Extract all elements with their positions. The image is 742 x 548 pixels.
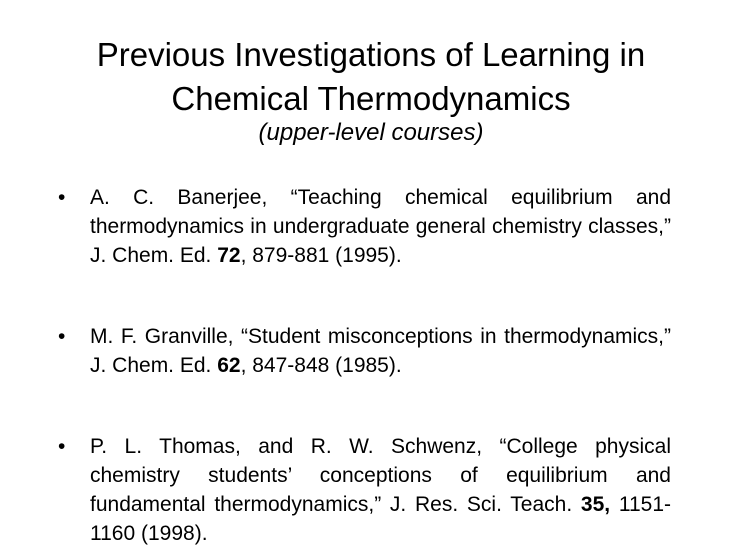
bullet-icon: •: [58, 325, 66, 348]
reference-item: [58, 432, 671, 548]
reference-volume: 72: [217, 244, 241, 267]
reference-volume: 35,: [580, 493, 611, 516]
reference-item: [58, 183, 671, 270]
bullet-icon: •: [58, 435, 66, 458]
reference-item: [58, 322, 671, 380]
reference-list: [58, 183, 671, 548]
reference-text: M. F. Granville, “Student misconceptions in thermodynamics,” J. Chem. Ed.: [90, 325, 671, 377]
reference-text: P. L. Thomas, and R. W. Schwenz, “College physical chemistry students’ conceptions of equilibrium and fundamental thermodynamics,” J. Res. Sci. Teach.: [90, 435, 671, 516]
reference-pages: , 847-848 (1985).: [240, 354, 402, 377]
reference-volume: 62: [217, 354, 241, 377]
slide-title: Previous Investigations of Learning in Chemical Thermodynamics: [96, 36, 646, 117]
reference-pages: 1151-1160 (1998).: [90, 493, 671, 545]
bullet-icon: •: [58, 186, 66, 209]
reference-text: A. C. Banerjee, “Teaching chemical equilibrium and thermodynamics in undergraduate general chemistry classes,” J. Chem. Ed.: [90, 186, 671, 267]
reference-pages: , 879-881 (1995).: [240, 244, 402, 267]
slide-subtitle: (upper-level courses): [258, 119, 484, 146]
